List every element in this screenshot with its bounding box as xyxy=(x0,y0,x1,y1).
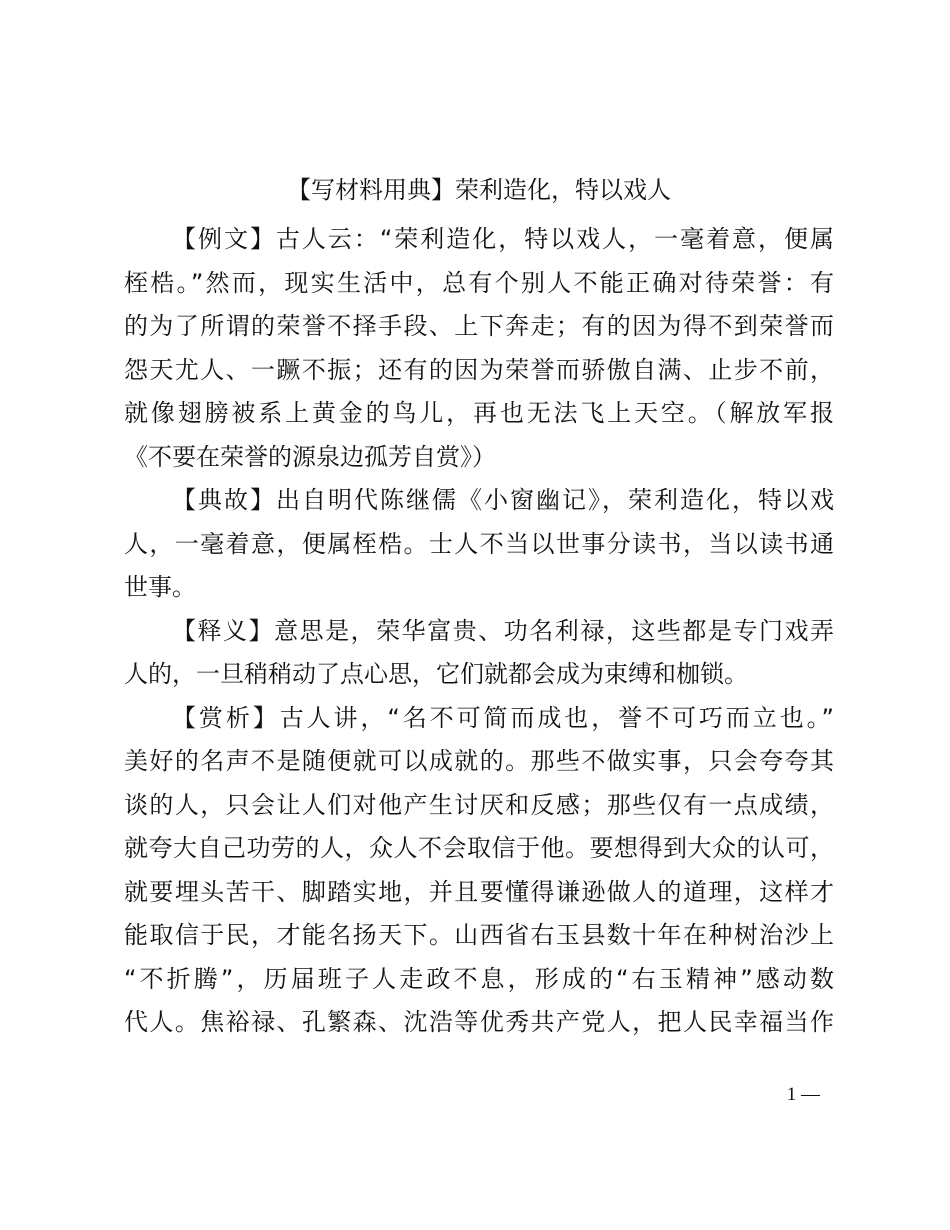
paragraph-line: 世事。 xyxy=(124,573,196,601)
page-number: 1 — xyxy=(786,1084,820,1105)
paragraph-analysis xyxy=(124,697,834,1045)
document-body xyxy=(124,218,834,1045)
paragraph-line: 谈的人，只会让人们对他产生讨厌和反感；那些仅有一点成绩， xyxy=(124,790,834,819)
paragraph-line: 代人。焦裕禄、孔繁森、沈浩等优秀共产党人，把人民幸福当作 xyxy=(124,1008,834,1036)
paragraph-line: 美好的名声不是随便就可以成就的。那些不做实事，只会夸夸其 xyxy=(124,747,834,775)
paragraph-line: 能取信于民，才能名扬天下。山西省右玉县数十年在种树治沙上 xyxy=(124,921,834,949)
paragraph-line: 的为了所谓的荣誉不择手段、上下奔走；有的因为得不到荣誉而 xyxy=(124,312,834,340)
paragraph-line: 【典故】出自明代陈继儒《小窗幽记》，荣利造化，特以戏 xyxy=(172,486,834,514)
paragraph-line: 怨天尤人、一蹶不振；还有的因为荣誉而骄傲自满、止步不前， xyxy=(124,355,834,384)
paragraph-line: 【释义】意思是，荣华富贵、功名利禄，这些都是专门戏弄 xyxy=(172,616,834,645)
paragraph-example xyxy=(124,218,834,479)
paragraph-line: 人的，一旦稍稍动了点心思，它们就都会成为束缚和枷锁。 xyxy=(124,660,748,688)
paragraph-line: 《不要在荣誉的源泉边孤芳自赏》） xyxy=(124,442,496,471)
paragraph-allusion xyxy=(124,479,834,610)
paragraph-line: 【例文】古人云：“荣利造化，特以戏人，一毫着意，便属 xyxy=(172,225,834,253)
paragraph-line: 就夸大自己功劳的人，众人不会取信于他。要想得到大众的认可， xyxy=(124,834,834,862)
paragraph-line: 就像翅膀被系上黄金的鸟儿，再也无法飞上天空。（解放军报 xyxy=(124,399,834,427)
paragraph-line: “不折腾”，历届班子人走政不息，形成的“右玉精神”感动数 xyxy=(124,964,834,993)
paragraph-line: 桎梏。”然而，现实生活中，总有个别人不能正确对待荣誉：有 xyxy=(124,268,834,297)
document-title: 【写材料用典】荣利造化，特以戏人 xyxy=(287,176,671,204)
paragraph-meaning xyxy=(124,610,834,697)
paragraph-line: 【赏析】古人讲，“名不可简而成也，誉不可巧而立也。” xyxy=(172,703,834,732)
paragraph-line: 人，一毫着意，便属桎梏。士人不当以世事分读书，当以读书通 xyxy=(124,529,834,558)
paragraph-line: 就要埋头苦干、脚踏实地，并且要懂得谦逊做人的道理，这样才 xyxy=(124,877,834,906)
